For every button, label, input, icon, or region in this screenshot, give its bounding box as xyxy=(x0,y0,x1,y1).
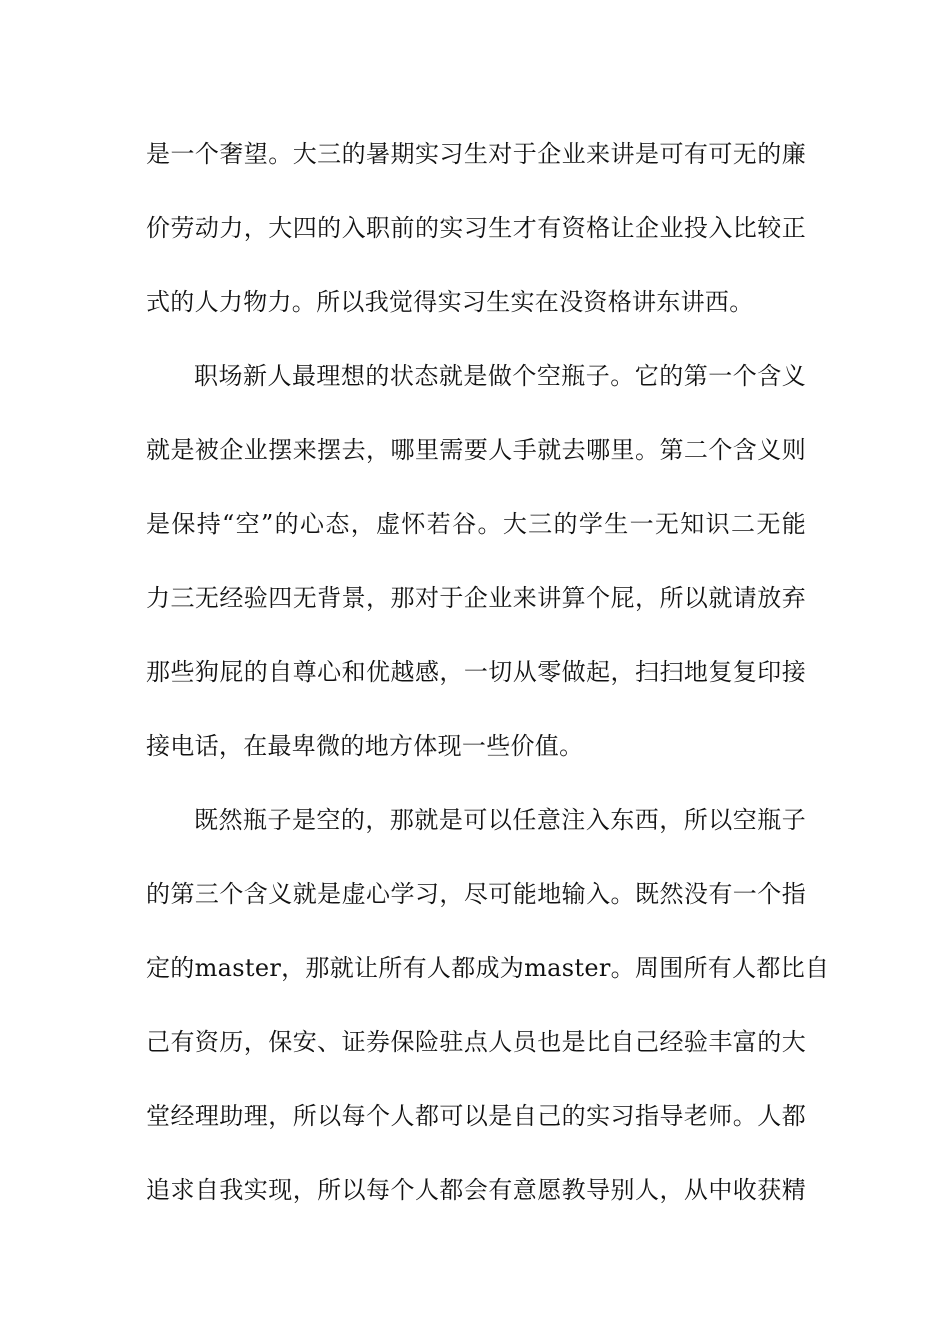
paragraph-1-line-3: 式的人力物力。所以我觉得实习生实在没资格讲东讲西。 xyxy=(146,288,754,316)
paragraph-3-line-4: 己有资历，保安、证券保险驻点人员也是比自己经验丰富的大 xyxy=(146,1028,806,1056)
paragraph-2-line-3: 是保持“空”的心态，虚怀若谷。大三的学生一无知识二无能 xyxy=(146,510,806,538)
paragraph-3-line-6: 追求自我实现，所以每个人都会有意愿教导别人，从中收获精 xyxy=(146,1176,806,1204)
paragraph-2-line-6: 接电话，在最卑微的地方体现一些价值。 xyxy=(146,732,584,760)
paragraph-1-line-1: 是一个奢望。大三的暑期实习生对于企业来讲是可有可无的廉 xyxy=(146,140,806,168)
paragraph-3-line-3: 定的master，那就让所有人都成为master。周围所有人都比自 xyxy=(146,954,830,982)
paragraph-2-line-2: 就是被企业摆来摆去，哪里需要人手就去哪里。第二个含义则 xyxy=(146,436,806,464)
paragraph-2-line-4: 力三无经验四无背景，那对于企业来讲算个屁，所以就请放弃 xyxy=(146,584,806,612)
document-body xyxy=(146,117,830,1227)
paragraph-2-line-1: 职场新人最理想的状态就是做个空瓶子。它的第一个含义 xyxy=(194,362,806,390)
paragraph-2-line-5: 那些狗屁的自尊心和优越感，一切从零做起，扫扫地复复印接 xyxy=(146,658,806,686)
paragraph-3-line-2: 的第三个含义就是虚心学习，尽可能地输入。既然没有一个指 xyxy=(146,880,806,908)
paragraph-3-line-1: 既然瓶子是空的，那就是可以任意注入东西，所以空瓶子 xyxy=(194,806,806,834)
paragraph-3-line-5: 堂经理助理，所以每个人都可以是自己的实习指导老师。人都 xyxy=(146,1102,806,1130)
paragraph-1-line-2: 价劳动力，大四的入职前的实习生才有资格让企业投入比较正 xyxy=(146,214,806,242)
